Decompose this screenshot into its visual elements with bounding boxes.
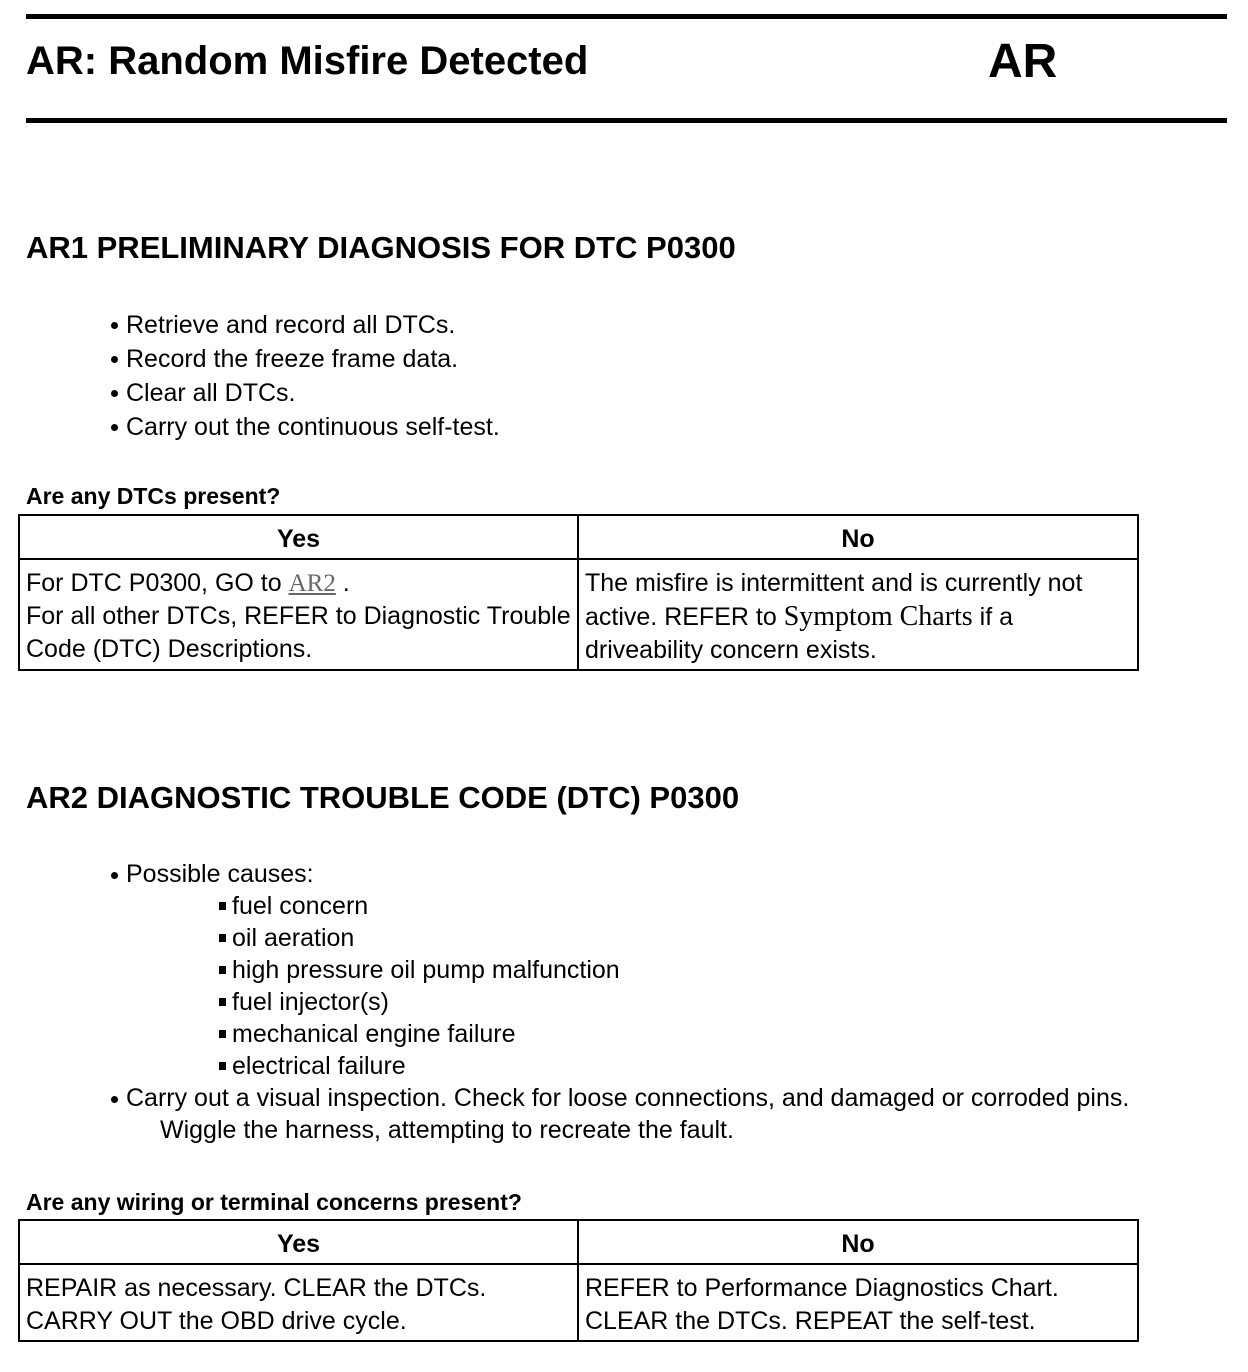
no-header: No [578, 515, 1138, 559]
ar2-decision-table [18, 1219, 1139, 1342]
yes-text: REPAIR as necessary. CLEAR the DTCs. [26, 1274, 487, 1302]
list-item: Carry out the continuous self-test. [108, 410, 500, 444]
yes-header: Yes [19, 515, 578, 559]
section-code: AR [988, 35, 1058, 88]
ar2-step-list [108, 858, 1188, 1146]
yes-text: For DTC P0300, GO to [26, 569, 282, 597]
list-item: Record the freeze frame data. [108, 342, 500, 376]
no-header: No [578, 1220, 1138, 1264]
yes-cell [19, 559, 578, 670]
list-item: Clear all DTCs. [108, 376, 500, 410]
cause-item: fuel injector(s) [218, 986, 1188, 1018]
no-cell [578, 559, 1138, 670]
page-title: AR: Random Misfire Detected [26, 39, 589, 83]
yes-text-suffix: . [342, 569, 350, 597]
possible-causes-label: Possible causes: [126, 860, 314, 888]
list-item: Retrieve and record all DTCs. [108, 308, 500, 342]
no-cell [578, 1264, 1138, 1341]
yes-text-line2: CARRY OUT the OBD drive cycle. [26, 1307, 407, 1335]
list-item [108, 858, 1188, 1082]
header-rule-bottom [26, 118, 1227, 123]
yes-text-line2: For all other DTCs, REFER to Diagnostic Trouble Code (DTC) Descriptions. [26, 602, 571, 663]
list-item [108, 1082, 1188, 1146]
no-text-line2: CLEAR the DTCs. REPEAT the self-test. [585, 1307, 1036, 1335]
inspection-text: Carry out a visual inspection. Check for loose connections, and damaged or corroded pins. Wiggle the harness, attempting to recreate the fault. [126, 1084, 1130, 1144]
ar1-step-list [108, 308, 500, 444]
ar2-title: AR2 DIAGNOSTIC TROUBLE CODE (DTC) P0300 [26, 780, 740, 815]
goto-ar2-link[interactable]: AR2 [288, 570, 336, 597]
cause-item: oil aeration [218, 922, 1188, 954]
cause-item: electrical failure [218, 1050, 1188, 1082]
cause-item: fuel concern [218, 890, 1188, 922]
no-text: REFER to Performance Diagnostics Chart. [585, 1274, 1059, 1302]
symptom-charts-link[interactable]: Symptom Charts [783, 601, 973, 632]
ar1-question: Are any DTCs present? [26, 483, 281, 509]
no-text-suffix: if a driveability concern exists. [585, 603, 1014, 664]
cause-item: high pressure oil pump malfunction [218, 954, 1188, 986]
cause-item: mechanical engine failure [218, 1018, 1188, 1050]
header-rule-top [26, 14, 1227, 19]
ar1-decision-table [18, 514, 1139, 671]
yes-cell [19, 1264, 578, 1341]
ar2-question: Are any wiring or terminal concerns present? [26, 1189, 522, 1215]
causes-list [126, 890, 1188, 1082]
no-text: The misfire is intermittent and is currently not active. REFER to [585, 569, 1083, 631]
yes-header: Yes [19, 1220, 578, 1264]
ar1-title: AR1 PRELIMINARY DIAGNOSIS FOR DTC P0300 [26, 230, 736, 265]
